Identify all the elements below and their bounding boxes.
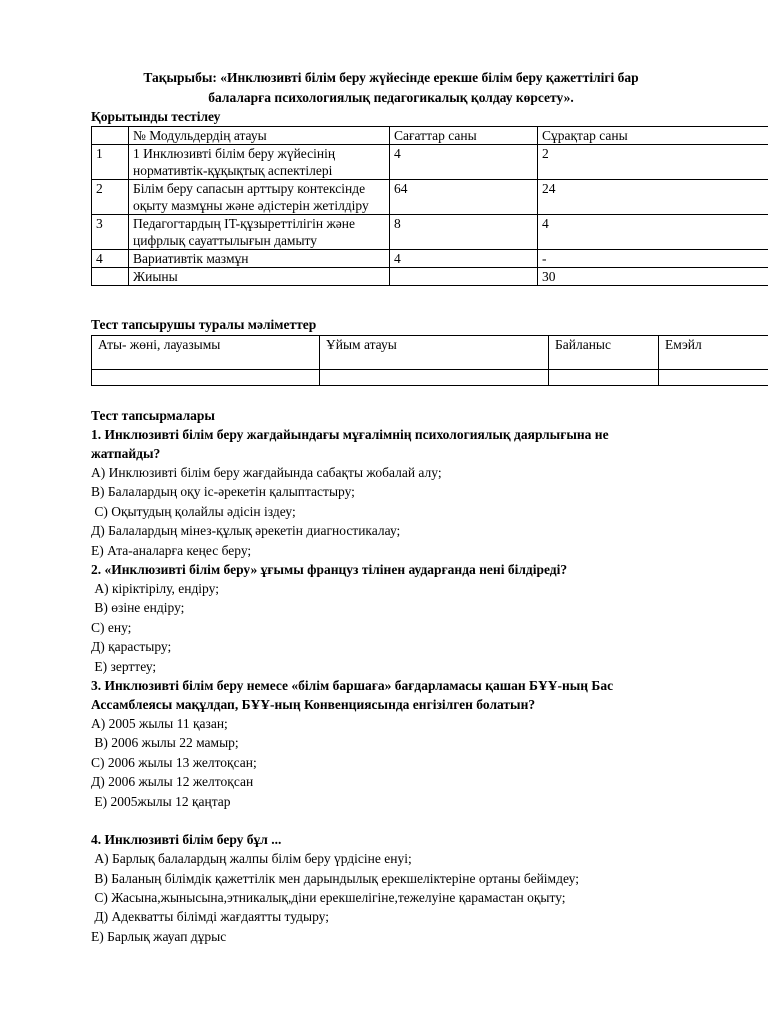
table-cell: 2 — [92, 180, 129, 215]
question-text: 1. Инклюзивті білім беру жағдайындағы мұғалімнің психологиялық даярлығына не — [91, 427, 609, 442]
table-cell: 24 — [538, 180, 768, 215]
answer-option: А) Инклюзивті білім беру жағдайында сабақты жобалай алу; — [91, 465, 442, 480]
answer-option: С) Оқытудың қолайлы әдісін іздеу; — [91, 503, 296, 519]
question-text: жатпайды? — [91, 446, 161, 461]
table-cell: Жиыны — [129, 268, 390, 286]
title-line-1: Тақырыбы: «Инклюзивті білім беру жүйесінде ерекше білім беру қажеттілігі бар — [143, 70, 639, 85]
title-line-2: балаларға психологиялық педагогикалық қолдау көрсету». — [208, 90, 574, 105]
header-cell — [92, 127, 129, 145]
participant-table — [91, 335, 768, 386]
table-cell — [390, 268, 538, 286]
question-3 — [91, 676, 691, 811]
answer-option: В) Баланың білімдік қажеттілік мен дарындылық ерекшеліктеріне ортаны бейімдеу; — [91, 870, 579, 886]
table-header-row — [92, 127, 768, 145]
answer-option: В) өзіне ендіру; — [91, 600, 185, 616]
table-row — [92, 145, 768, 180]
table-cell: 64 — [390, 180, 538, 215]
table-cell: 1 Инклюзивті білім беру жүйесінің нормативтік-құқықтық аспектілері — [129, 145, 390, 180]
table-cell: 4 — [390, 145, 538, 180]
contact-input-cell[interactable] — [549, 370, 659, 386]
answer-option: В) 2006 жылы 22 мамыр; — [91, 735, 239, 751]
table-header-row — [92, 336, 768, 370]
question-text: Ассамблеясы мақұлдап, БҰҰ-ның Конвенциясында енгізілген болатын? — [91, 697, 536, 713]
question-1 — [91, 425, 691, 560]
answer-option: А) кіріктірілу, ендіру; — [91, 581, 219, 597]
header-cell: Сұрақтар саны — [538, 127, 768, 145]
question-text: 4. Инклюзивті білім беру бұл ... — [91, 832, 282, 848]
table-total-row — [92, 268, 768, 286]
participant-heading: Тест тапсырушы туралы мәліметтер — [91, 317, 317, 332]
organization-input-cell[interactable] — [320, 370, 549, 386]
question-text: 3. Инклюзивті білім беру немесе «білім баршаға» бағдарламасы қашан БҰҰ-ның Бас — [91, 678, 614, 694]
answer-option: Д) 2006 жылы 12 желтоқсан — [91, 774, 254, 790]
table-cell: Педагогтардың IT-құзыреттілігін және цифрлық сауаттылығын дамыту — [129, 215, 390, 250]
table-cell: - — [538, 250, 768, 268]
table-row — [92, 250, 768, 268]
table-cell: 3 — [92, 215, 129, 250]
header-cell: Байланыс — [549, 336, 659, 370]
table-cell: 30 — [538, 268, 768, 286]
table-cell — [92, 268, 129, 286]
table-row — [92, 180, 768, 215]
header-cell: Сағаттар саны — [390, 127, 538, 145]
table-cell: 4 — [390, 250, 538, 268]
table-row — [92, 215, 768, 250]
header-cell: Ұйым атауы — [320, 336, 549, 370]
table-cell: 4 — [538, 215, 768, 250]
answer-option: Д) қарастыру; — [91, 639, 172, 655]
testing-heading: Қорытынды тестілеу — [91, 109, 221, 124]
table-cell: Білім беру сапасын арттыру контексінде оқыту мазмұны және әдістерін жетілдіру — [129, 180, 390, 215]
header-cell: № Модульдердің атауы — [129, 127, 390, 145]
table-cell: Вариативтік мазмұн — [129, 250, 390, 268]
question-text: 2. «Инклюзивті білім беру» ұғымы француз тілінен аударғанда нені білдіреді? — [91, 562, 568, 578]
table-cell: 8 — [390, 215, 538, 250]
name-input-cell[interactable] — [92, 370, 320, 386]
table-cell: 1 — [92, 145, 129, 180]
question-2 — [91, 560, 691, 676]
answer-option: Е) 2005жылы 12 қаңтар — [91, 793, 231, 809]
answer-option: Е) зерттеу; — [91, 658, 157, 674]
email-input-cell[interactable] — [659, 370, 768, 386]
header-cell: Аты- жөні, лауазымы — [92, 336, 320, 370]
answer-option: Д) Адекватты білімді жағдаятты тудыру; — [91, 909, 329, 925]
question-4 — [91, 830, 691, 946]
answer-option: С) Жасына,жынысына,этникалық,діни ерекшелігіне,тежелуіне қарамастан оқыту; — [91, 889, 566, 905]
answer-option: С) ену; — [91, 619, 132, 635]
tasks-section — [91, 406, 691, 946]
table-empty-row — [92, 370, 768, 386]
table-cell: 2 — [538, 145, 768, 180]
table-cell: 4 — [92, 250, 129, 268]
answer-option: Е) Ата-аналарға кеңес беру; — [91, 542, 252, 558]
answer-option: Д) Балалардың мінез-құлық әрекетін диагностикалау; — [91, 523, 401, 539]
answer-option: С) 2006 жылы 13 желтоқсан; — [91, 754, 257, 770]
header-cell: Емэйл — [659, 336, 768, 370]
modules-table — [91, 126, 768, 286]
answer-option: А) 2005 жылы 11 қазан; — [91, 716, 228, 732]
answer-option: В) Балалардың оқу іс-әрекетін қалыптастыру; — [91, 484, 355, 500]
answer-option: Е) Барлық жауап дұрыс — [91, 928, 227, 944]
tasks-heading: Тест тапсырмалары — [91, 408, 215, 423]
answer-option: А) Барлық балалардың жалпы білім беру үрдісіне енуі; — [91, 851, 412, 867]
document-title — [91, 68, 691, 108]
